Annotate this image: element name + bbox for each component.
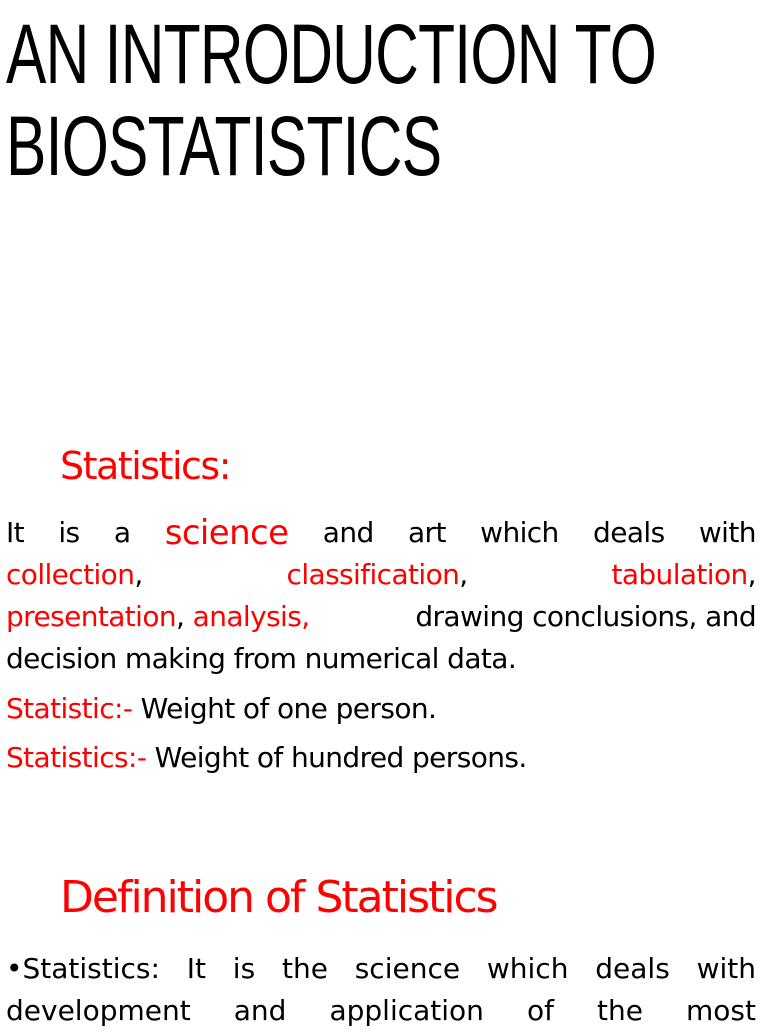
word-it: It [6,516,25,549]
word-presentation: presentation [6,600,177,633]
bullet-word: with [696,952,756,985]
bullet-word: the [281,952,328,985]
comma: , [747,558,756,591]
statistics-definition-paragraph [6,512,756,680]
comma: , [176,600,185,633]
bullet-word: science [354,952,461,985]
bullet-word: the [596,994,643,1027]
tabulation-group [611,554,756,596]
bullet-word: •Statistics: [6,952,160,985]
bullet-word: and [233,994,287,1027]
word-with: with [698,516,756,549]
paragraph-line-2 [6,554,756,596]
collection-group [6,554,143,596]
paragraph-line-3 [6,596,756,638]
statistic-example-text: Weight of one person. [140,692,437,725]
definition-heading: Definition of Statistics [60,872,497,923]
statistics-example-text: Weight of hundred persons. [154,741,527,774]
comma: , [459,558,468,591]
word-and: and [322,516,374,549]
page-title [6,7,657,193]
drawing-conclusions-text: drawing conclusions, and [415,600,756,633]
bullet-word: deals [595,952,670,985]
statistics-heading: Statistics: [60,444,231,488]
word-art: art [407,516,446,549]
word-collection: collection [6,558,135,591]
statistics-example [6,737,756,779]
statistics-example-label: Statistics:- [6,741,147,774]
word-a: a [113,516,131,549]
word-deals: deals [593,516,665,549]
statistic-example-label: Statistic:- [6,692,133,725]
word-classification: classification [286,558,460,591]
paragraph-line-4: decision making from numerical data. [6,642,517,675]
bullet-line-2 [6,990,756,1032]
paragraph-line-1 [6,512,756,554]
bullet-word: development [6,994,191,1027]
word-which: which [480,516,559,549]
bullet-word: which [486,952,569,985]
bullet-word: It [186,952,206,985]
bullet-word: of [526,994,554,1027]
word-science: science [164,513,289,553]
bullet-word: application [329,994,484,1027]
bullet-line-1 [6,948,756,990]
word-is: is [58,516,80,549]
title-line-1: AN INTRODUCTION TO [6,7,657,101]
word-tabulation: tabulation [611,558,748,591]
bullet-word: most [685,994,756,1027]
comma: , [134,558,143,591]
presentation-group [6,596,310,638]
definition-bullet-paragraph [6,948,756,1032]
classification-group [287,554,468,596]
word-analysis: analysis, [192,600,310,633]
title-line-2: BIOSTATISTICS [6,99,442,193]
bullet-word: is [232,952,256,985]
statistic-example [6,688,756,730]
